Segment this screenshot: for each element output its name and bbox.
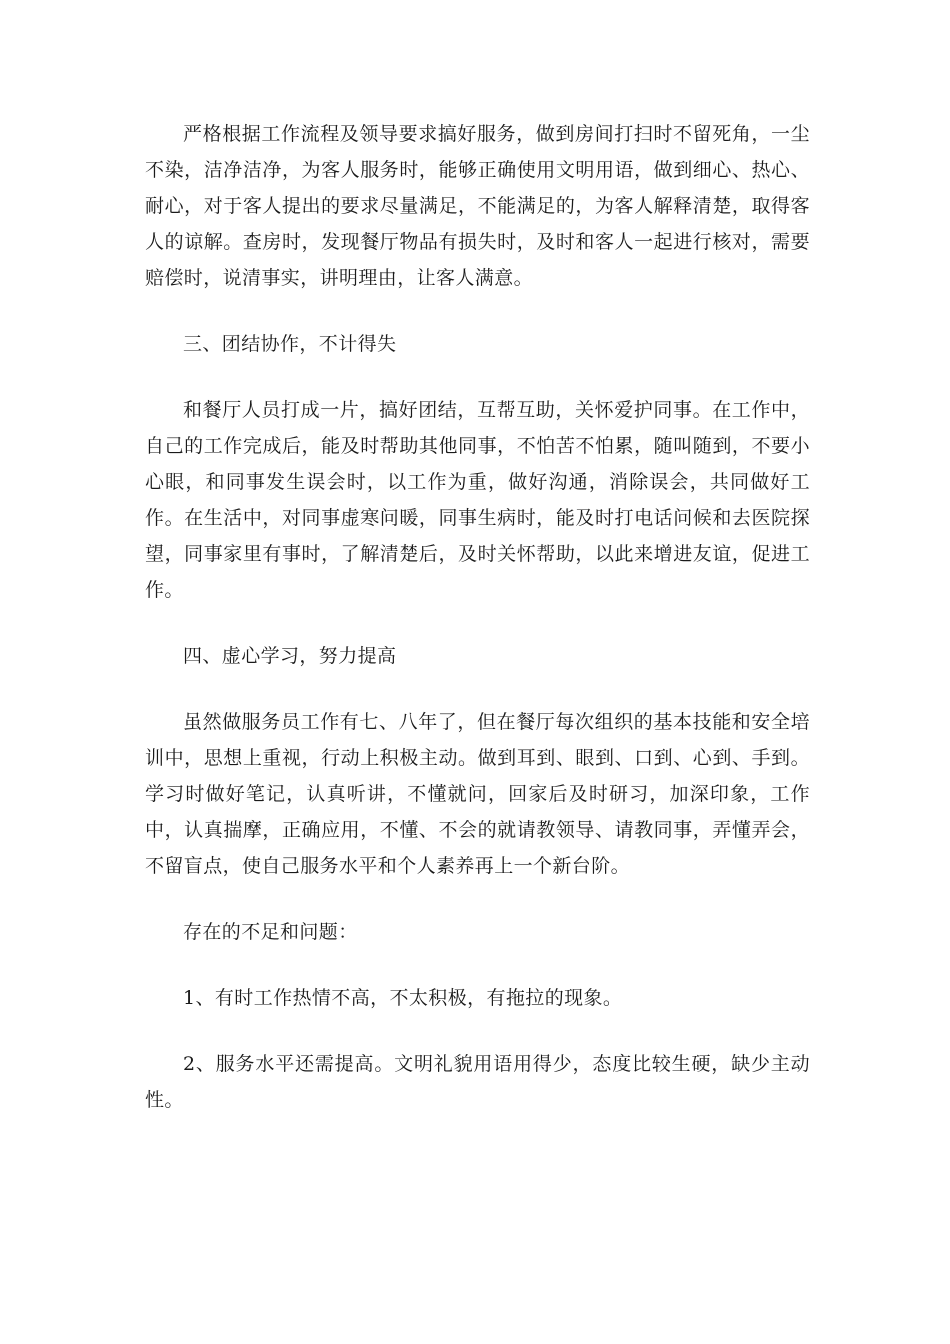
section-heading-shortcomings: 存在的不足和问题： [183,921,358,943]
list-item-shortcoming-2: 2、服务水平还需提高。文明礼貌用语用得少，态度比较生硬，缺少主动性。 [145,1053,810,1111]
section-heading-learning: 四、虚心学习，努力提高 [183,645,397,667]
paragraph-teamwork: 和餐厅人员打成一片，搞好团结，互帮互助，关怀爱护同事。在工作中，自己的工作完成后，能及时帮助其他同事，不怕苦不怕累，随叫随到，不要小心眼，和同事发生误会时，以工作为重，做好沟通，消除误会，共同做好工作。在生活中，对同事虚寒问暖，同事生病时，能及时打电话问候和去医院探望，同事家里有事时，了解清楚后，及时关怀帮助，以此来增进友谊，促进工作。 [145,399,810,601]
paragraph-service-standards: 严格根据工作流程及领导要求搞好服务，做到房间打扫时不留死角，一尘不染，洁净洁净，为客人服务时，能够正确使用文明用语，做到细心、热心、耐心，对于客人提出的要求尽量满足，不能满足的，为客人解释清楚，取得客人的谅解。查房时，发现餐厅物品有损失时，及时和客人一起进行核对，需要赔偿时，说清事实，讲明理由，让客人满意。 [145,123,810,289]
document-page [145,116,810,1148]
section-heading-teamwork: 三、团结协作，不计得失 [183,333,397,355]
list-item-shortcoming-1: 1、有时工作热情不高，不太积极，有拖拉的现象。 [183,987,623,1009]
paragraph-learning: 虽然做服务员工作有七、八年了，但在餐厅每次组织的基本技能和安全培训中，思想上重视，行动上积极主动。做到耳到、眼到、口到、心到、手到。学习时做好笔记，认真听讲，不懂就问，回家后及时研习，加深印象，工作中，认真揣摩，正确应用，不懂、不会的就请教领导、请教同事，弄懂弄会，不留盲点，使自己服务水平和个人素养再上一个新台阶。 [145,711,810,877]
